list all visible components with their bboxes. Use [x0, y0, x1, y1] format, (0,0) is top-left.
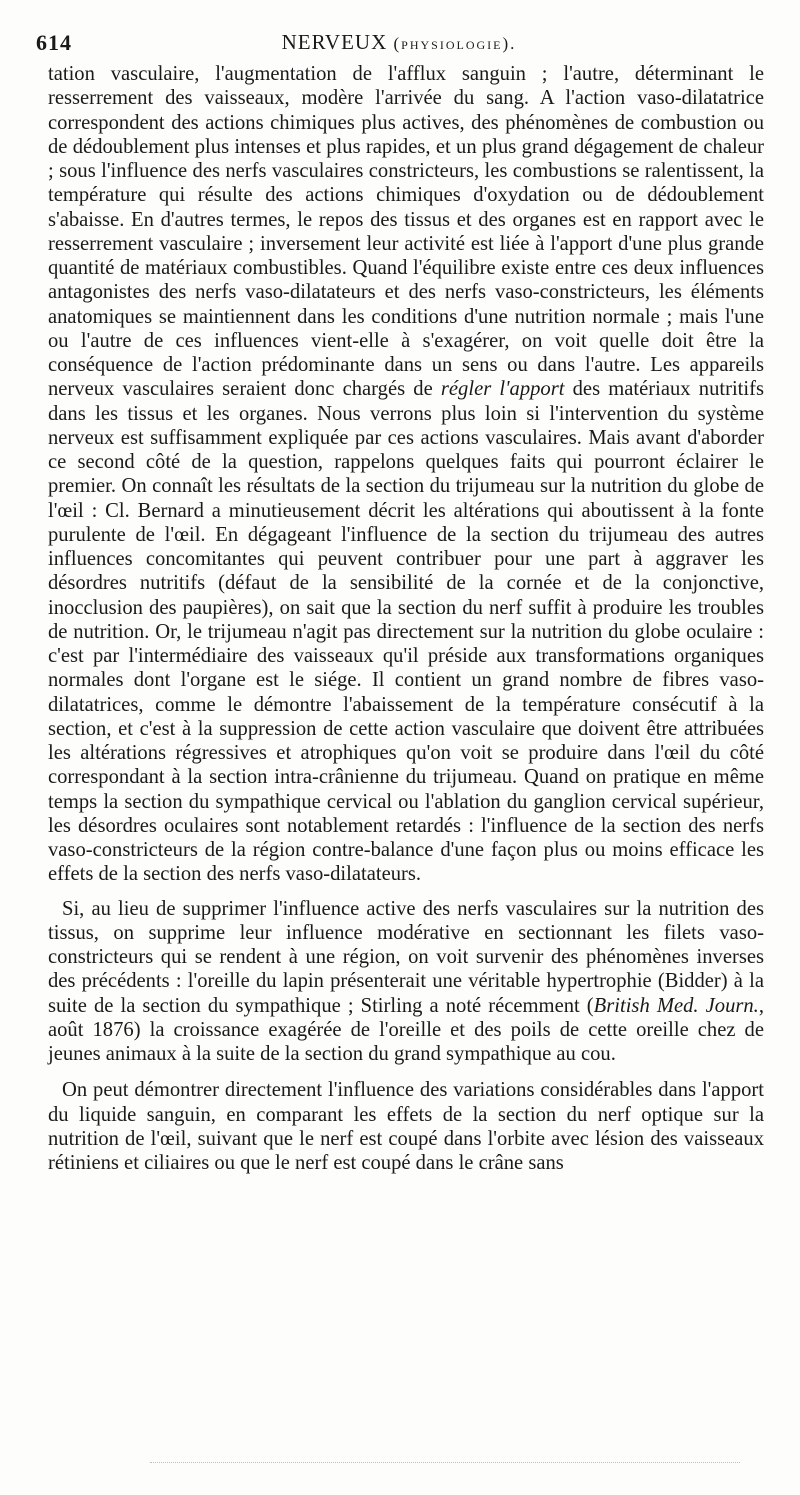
paragraph-3-text: On peut démontrer directement l'influence des variations considérables dans l'apport du liquide sanguin, en comparant les effets de la section du nerf optique sur la nutrition de l'œil, suivant que le nerf est coupé dans l'orbite avec lésion des vaisseaux rétiniens et ciliaires ou que le nerf est coupé dans le crâne sans [48, 1079, 764, 1174]
bottom-scan-rule [150, 1462, 740, 1463]
running-title-sub: (physiologie). [393, 34, 517, 53]
paragraph-2-citation: British Med. Journ. [593, 994, 759, 1017]
paragraph-1-text-b: des matériaux nutritifs dans les tissus et les organes. Nous verrons plus loin si l'intervention du système nerveux est suffisamment expliquée par ces actions vasculaires. Mais avant d'aborder ce second côté de la question, rappelons quelques faits qui pourront éclairer le premier. On connaît les résultats de la section du trijumeau sur la nutrition du globe de l'œil : Cl. Bernard a minutieusement décrit les altérations qui aboutissent à la fonte purulente de l'œil. En dégageant l'influence de la section du trijumeau des autres influences concomitantes qui peuvent contribuer pour une part à aggraver les désordres nutritifs (défaut de la sensibilité de la cornée et de la conjonctive, inocclusion des paupières), on sait que la section du nerf suffit à produire les troubles de nutrition. Or, le trijumeau n'agit pas directement sur la nutrition du globe oculaire : c'est par l'intermédiaire des vaisseaux qu'il préside aux transformations organiques normales dont l'organe est le siége. Il contient un grand nombre de fibres vaso-dilatatrices, comme le démontre l'abaissement de la température consécutif à la section, et c'est à la suppression de cette action vasculaire que doivent être attribuées les altérations régressives et atrophiques qu'on voit se produire dans l'œil du côté correspondant à la section intra-crânienne du trijumeau. Quand on pratique en même temps la section du sympathique cervical ou l'ablation du ganglion cervical supérieur, les désordres oculaires sont notablement retardés : l'influence de la section des nerfs vaso-constricteurs de la région contre-balance d'une façon plus ou moins efficace les effets de la section des nerfs vaso-dilatateurs. [48, 378, 764, 886]
paragraph-3 [48, 1078, 764, 1175]
paragraph-1 [48, 62, 764, 887]
paragraph-2 [48, 897, 764, 1067]
body-text [48, 62, 764, 1175]
page-header [28, 30, 770, 64]
running-title-main: NERVEUX [281, 30, 388, 54]
page-number: 614 [36, 30, 72, 55]
paragraph-1-italic-phrase: régler l'apport [440, 378, 565, 401]
paragraph-2-text-a: Si, au lieu de supprimer l'influence active des nerfs vasculaires sur la nutrition des tissus, on supprime leur influence modérative en sectionnant les filets vaso-constricteurs qui se rendent à une région, on voit survenir des phénomènes inverses des précédents : l'oreille du lapin présenterait une véritable hypertrophie (Bidder) à la suite de la section du sympathique ; Stirling a noté récemment ( [48, 897, 764, 1017]
running-title [28, 30, 770, 55]
paragraph-2-text-b: , août 1876) la croissance exagérée de l'oreille et des poils de cette oreille chez de jeunes animaux à la suite de la section du grand sympathique au cou. [48, 994, 764, 1065]
paragraph-1-text-a: tation vasculaire, l'augmentation de l'afflux sanguin ; l'autre, déterminant le resserrement des vaisseaux, modère l'arrivée du sang. A l'action vaso-dilatatrice correspondent des actions chimiques plus actives, des phénomènes de combustion ou de dédoublement plus intenses et plus rapides, et un plus grand dégagement de chaleur ; sous l'influence des nerfs vasculaires constricteurs, les combustions se ralentissent, la température qui résulte des actions chimiques d'oxydation ou de dédoublement s'abaisse. En d'autres termes, le repos des tissus et des organes est en rapport avec le resserrement vasculaire ; inversement leur activité est liée à l'apport d'une plus grande quantité de matériaux combustibles. Quand l'équilibre existe entre ces deux influences antagonistes des nerfs vaso-dilatateurs et des nerfs vaso-constricteurs, les éléments anatomiques se maintiennent dans les conditions d'une nutrition normale ; mais l'une ou l'autre de ces influences vient-elle à s'exagérer, on voit quelle doit être la conséquence de l'action prédominante dans un sens ou dans l'autre. Les appareils nerveux vasculaires seraient donc chargés de [48, 63, 764, 401]
